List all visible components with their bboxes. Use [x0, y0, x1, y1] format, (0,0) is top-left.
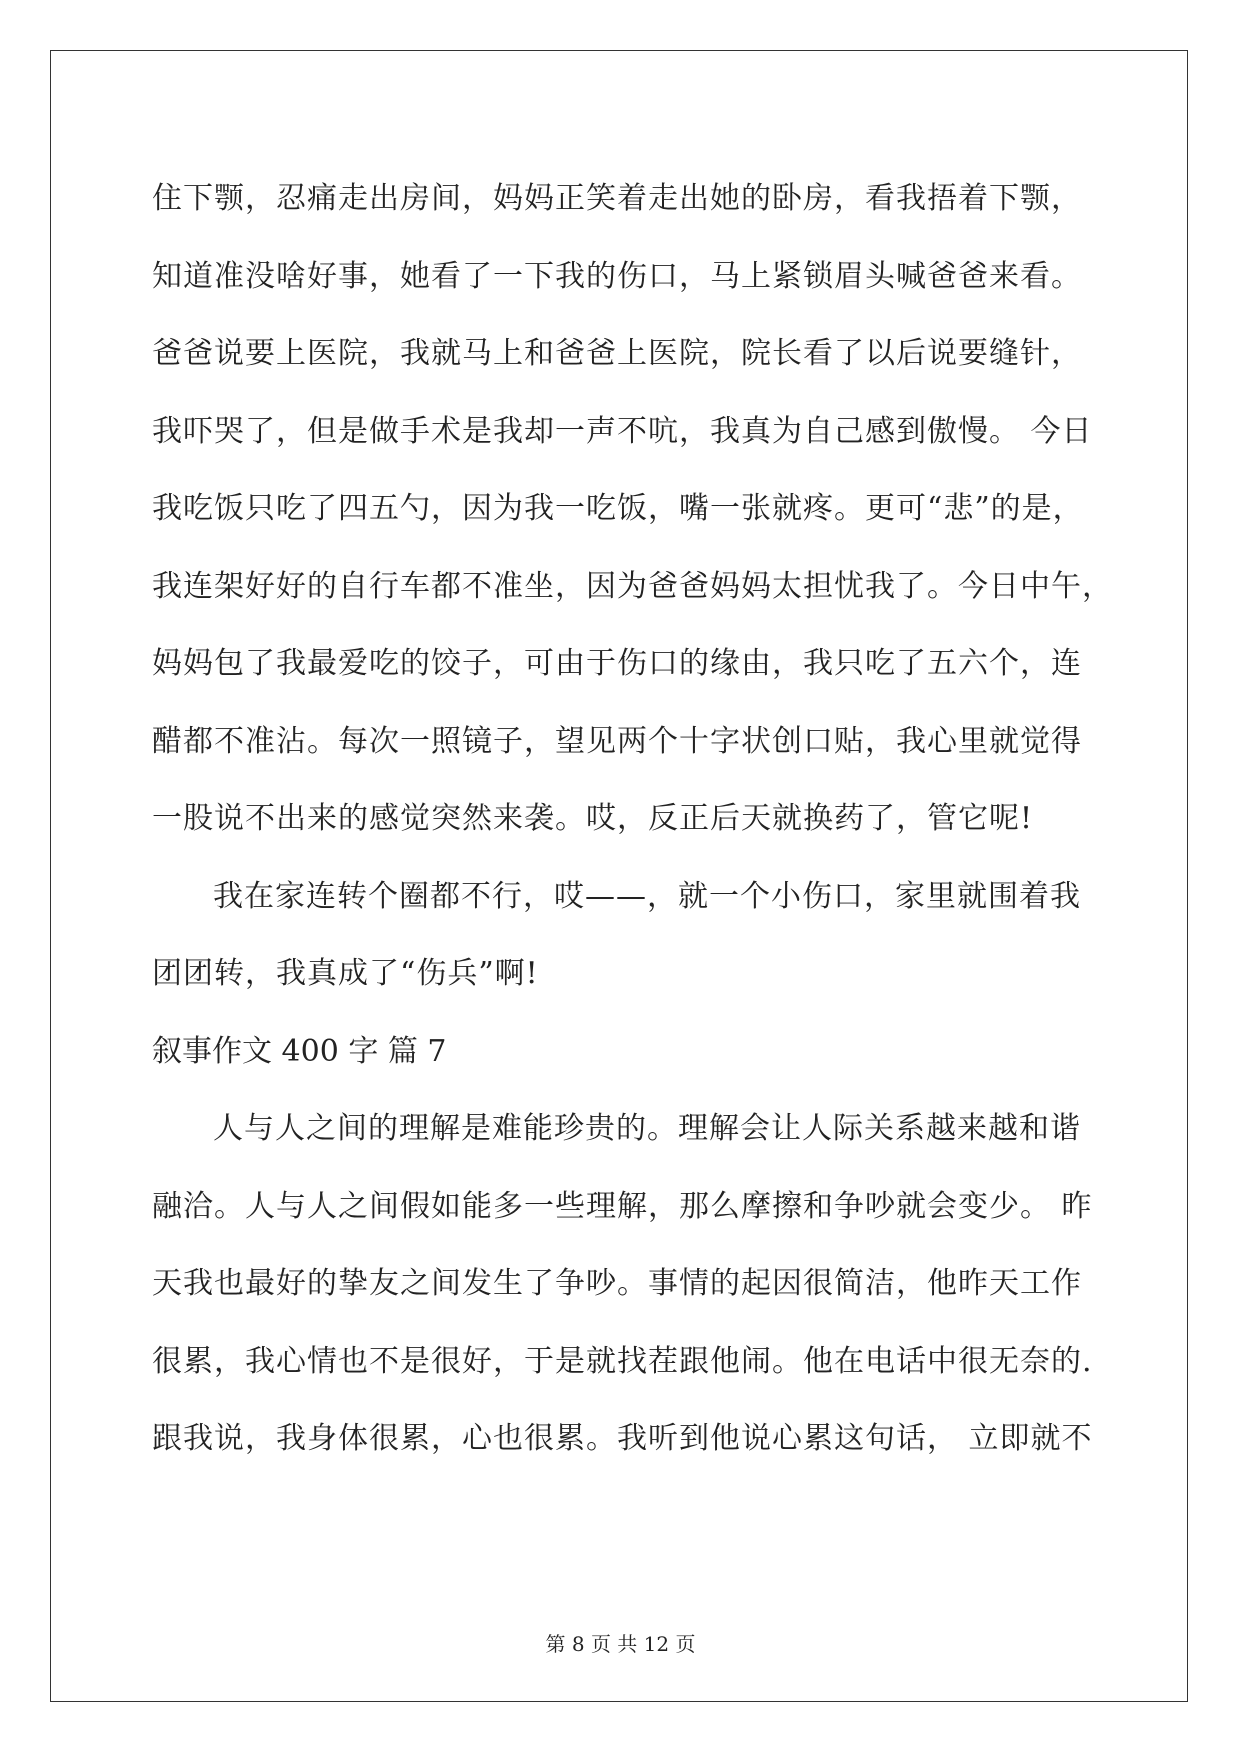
text-line: 爸爸说要上医院，我就马上和爸爸上医院，院长看了以后说要缝针，: [152, 336, 1082, 371]
text-line: 住下颚，忍痛走出房间，妈妈正笑着走出她的卧房，看我捂着下颚，: [152, 181, 1082, 216]
text-line: 天我也最好的挚友之间发生了争吵。事情的起因很简洁，他昨天工作: [152, 1266, 1082, 1301]
text-line: 跟我说，我身体很累，心也很累。我听到他说心累这句话， 立即就不: [152, 1421, 1093, 1456]
section-heading: 叙事作文 400 字 篇 7: [152, 1033, 447, 1069]
page-number: 第 8 页 共 12 页: [545, 1632, 696, 1656]
text-line: 一股说不出来的感觉突然来袭。哎，反正后天就换药了，管它呢!: [152, 801, 1034, 836]
text-line: 很累，我心情也不是很好，于是就找茬跟他闹。他在电话中很无奈的.: [152, 1343, 1093, 1379]
text-line: 我连架好好的自行车都不准坐，因为爸爸妈妈太担忧我了。今日中午，: [152, 568, 1113, 604]
text-line: 我吓哭了，但是做手术是我却一声不吭，我真为自己感到傲慢。 今日: [152, 413, 1093, 449]
document-body: [152, 160, 1113, 1478]
text-line: 妈妈包了我最爱吃的饺子，可由于伤口的缘由，我只吃了五六个，连: [152, 646, 1082, 681]
text-line: 醋都不准沾。每次一照镜子，望见两个十字状创口贴，我心里就觉得: [152, 723, 1082, 759]
text-line: 融洽。人与人之间假如能多一些理解，那么摩擦和争吵就会变少。 昨: [152, 1188, 1093, 1224]
text-line: 团团转，我真成了“伤兵”啊!: [152, 956, 539, 991]
text-line: 知道准没啥好事，她看了一下我的伤口，马上紧锁眉头喊爸爸来看。: [152, 258, 1082, 294]
text-line: 我吃饭只吃了四五勺，因为我一吃饭，嘴一张就疼。更可“悲”的是，: [152, 491, 1084, 526]
paragraph-start-line: 人与人之间的理解是难能珍贵的。理解会让人际关系越来越和谐: [213, 1111, 1081, 1146]
paragraph-start-line: 我在家连转个圈都不行，哎——，就一个小伤口，家里就围着我: [213, 878, 1081, 914]
